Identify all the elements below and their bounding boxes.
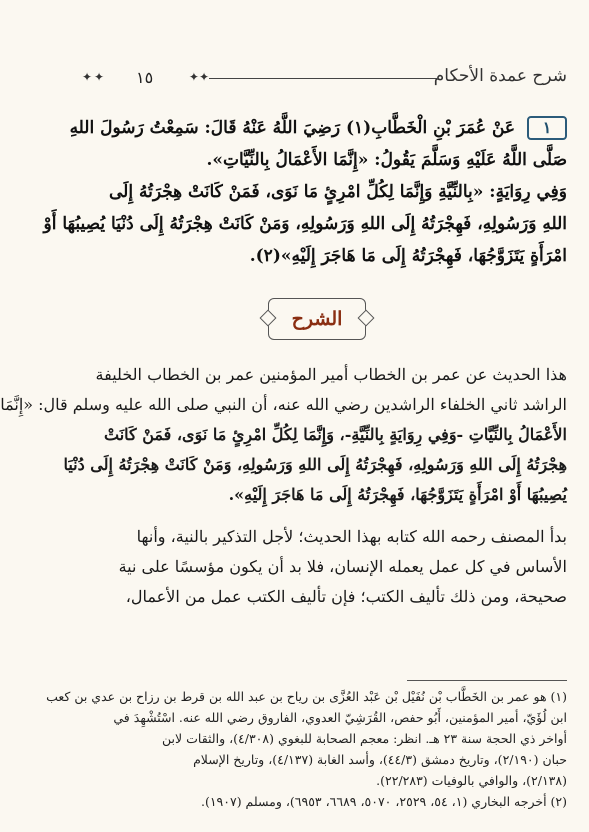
footnote-line: (٢) أخرجه البخاري (١، ٥٤، ٢٥٢٩، ٥٠٧٠، ٦٦٨٩، ٦٩٥٣)، ومسلم (١٩٠٧). [200, 794, 567, 809]
hadith-text [43, 112, 567, 272]
commentary-line: يُصِيبُهَا أَوْ امْرَأَةٍ يَتَزَوَّجُهَا، فَهِجْرَتُهُ إِلَى مَا هَاجَرَ إِلَيْهِ». [228, 485, 567, 504]
commentary-line: هِجْرَتُهُ إِلَى اللهِ وَرَسُولِهِ، فَهِجْرَتُهُ إِلَى اللهِ وَرَسُولِهِ، وَمَنْ كَانَتْ هِجْرَتُهُ إِلَى دُنْيَا [63, 455, 567, 474]
hadith-line-text: عَنْ عُمَرَ بْنِ الْخَطَّابِ(١) رَضِيَ اللَّهُ عَنْهُ قَالَ: سَمِعْتُ رَسُولَ اللهِ [69, 118, 516, 138]
commentary-line: الأساس في كل عمل يعمله الإنسان، فلا بد أن يكون مؤسسًا على نية [118, 557, 567, 576]
sharh-heading: الشرح [268, 298, 366, 340]
hadith-line: صَلَّى اللَّهُ عَلَيْهِ وَسَلَّمَ يَقُولُ: «إِنَّمَا الأَعْمَالُ بِالنِّيَّاتِ». [206, 150, 567, 170]
footnote-line: أواخر ذي الحجة سنة ٢٣ هـ. انظر: معجم الصحابة للبغوي (٤/٣٠٨)، والثقات لابن [162, 731, 567, 746]
hadith-line [64, 112, 567, 144]
footnote-line: حبان (٢/١٩٠)، وتاريخ دمشق (٤٤/٣)، وأسد الغابة (٤/١٣٧)، وتاريخ الإسلام [193, 752, 567, 767]
running-header [64, 66, 567, 92]
footnote-separator [407, 680, 567, 681]
hadith-line: اللهِ وَرَسُولِهِ، فَهِجْرَتُهُ إِلَى اللهِ وَرَسُولِهِ، وَمَنْ كَانَتْ هِجْرَتُهُ إِلَى دُنْيَا يُصِيبُهَا أَوْ [43, 214, 567, 234]
sharh-heading-block [42, 298, 589, 342]
header-ornament-left-icon: ✦✦ [82, 70, 107, 84]
commentary-line: هذا الحديث عن عمر بن الخطاب أمير المؤمنين عمر بن الخطاب الخليفة [95, 365, 567, 384]
footnotes [46, 686, 567, 812]
header-ornament-icon: ✦✦ [188, 70, 209, 84]
hadith-number-badge: ١ [527, 116, 567, 140]
footnote-line: (١) هو عمر بن الخَطَّاب بْن نُفَيْل بْن عَبْد العُزَّى بن رياح بن عبد الله بن قرط بن رزاح بن عدي بن كعب [46, 689, 567, 704]
commentary-line: الأَعْمَالُ بِالنِّيَّاتِ -وَفِي رِوَايَةٍ بِالنِّيَّةِ-، وَإِنَّمَا لِكُلِّ امْرِئٍ مَا نَوَى، فَمَنْ كَانَتْ [104, 425, 567, 444]
book-title: شرح عمدة الأحكام [433, 66, 567, 86]
commentary-line: بدأ المصنف رحمه الله كتابه بهذا الحديث؛ لأجل التذكير بالنية، وأنها [136, 527, 567, 546]
commentary-text [0, 360, 567, 612]
commentary-line: صحيحة، ومن ذلك تأليف الكتب؛ فإن تأليف الكتب عمل من الأعمال، [125, 587, 567, 606]
footnote-line: (٢/١٣٨)، والوافي بالوفيات (٢٢/٢٨٣). [376, 773, 567, 788]
commentary-line: الراشد ثاني الخلفاء الراشدين رضي الله عنه، أن النبي صلى الله عليه وسلم قال: «إِنَّمَا [0, 395, 567, 414]
footnote-line: ابن لُؤَيّ، أمير المؤمنين، أَبُو حفص، القُرَشِيّ العدوي، الفاروق رضي الله عنه. اسْتُشْهِدَ في [113, 710, 567, 725]
header-rule [209, 78, 439, 79]
hadith-line: امْرَأَةٍ يَتَزَوَّجُهَا، فَهِجْرَتُهُ إِلَى مَا هَاجَرَ إِلَيْهِ»(٢). [249, 246, 567, 266]
page-number: ١٥ [136, 68, 154, 87]
hadith-line: وَفِي رِوَايَةٍ: «بِالنِّيَّةِ وَإِنَّمَا لِكُلِّ امْرِئٍ مَا نَوَى، فَمَنْ كَانَتْ هِجْرَتُهُ إِلَى [108, 182, 567, 202]
